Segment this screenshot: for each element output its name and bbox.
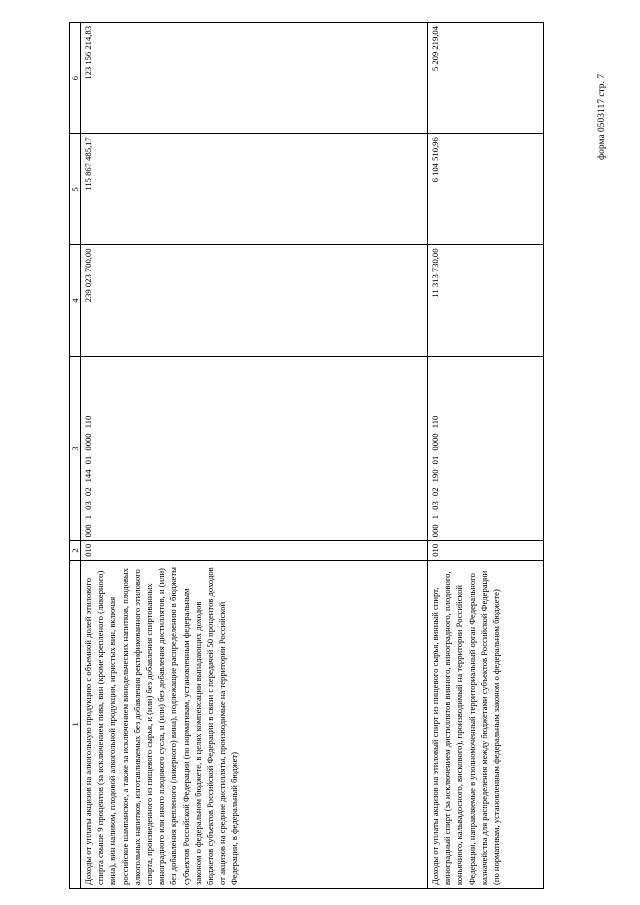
table-row bbox=[428, 23, 544, 889]
row-executed-amount: 115 867 485,17 bbox=[81, 134, 428, 245]
column-number-row bbox=[70, 23, 81, 889]
row-line-code: 010 bbox=[81, 541, 428, 560]
column-number-1: 1 bbox=[70, 560, 81, 888]
rotated-table-wrapper bbox=[69, 22, 544, 889]
form-number-text: форма 0503117 стр. 7 bbox=[597, 73, 607, 160]
column-number-3: 3 bbox=[70, 356, 81, 541]
row-description: Доходы от уплаты акцизов на алкогольную продукцию с объемной долей этилового спирта свыше 9 процентов (за исключением пива, вин (кроме крепленого (ликерного) вина), вин наливом, плодовой алкогольной продукции, игристых вин, включая российское шампанское, а также за исключением винодельческих напитков, плодовых алкогольных напитков, изготавливаемых без добавления ректификованного этилового спирта, произведенного из пищевого сырья, и (или) без добавления спиртованных виноградного или иного плодового сусла, и (или) без добавления дистиллятов, и (или) без добавления крепленого (ликерного) вина), подлежащие распределению в бюджеты субъектов Российской Федерации (по нормативам, установленным федеральным законом о федеральном бюджете, в целях компенсации выпадающих доходов бюджетов субъектов Российской Федерации в связи с передачей 50 процентов доходов от акцизов на средние дистилляты, производимые на территории Российской Федерации, в федеральный бюджет) bbox=[81, 560, 428, 888]
row-description: Доходы от уплаты акцизов на этиловый спирт из пищевого сырья, винный спирт, виноградный спирт (за исключением дистиллятов винного, виноградного, плодового, коньячного, кальвадосного, вискового), производимый на территории Российской Федерации, направляемые в уполномоченный территориальный орган Федерального казначейства для распределения между бюджетами субъектов Российской Федерации (по нормативам, установленным федеральным законом о федеральном бюджете) bbox=[428, 560, 544, 888]
row-budget-code: 000 1 03 02 144 01 0000 110 bbox=[81, 356, 428, 541]
row-line-code: 010 bbox=[428, 541, 544, 560]
row-unexecuted-amount: 5 209 219,04 bbox=[428, 23, 544, 134]
column-number-2: 2 bbox=[70, 541, 81, 560]
table-row bbox=[81, 23, 428, 889]
form-number-label bbox=[597, 10, 611, 210]
column-number-5: 5 bbox=[70, 134, 81, 245]
row-unexecuted-amount: 123 156 214,83 bbox=[81, 23, 428, 134]
row-budget-code: 000 1 03 02 190 01 0000 110 bbox=[428, 356, 544, 541]
report-sheet bbox=[69, 22, 544, 889]
row-approved-amount: 239 023 700,00 bbox=[81, 245, 428, 356]
column-number-6: 6 bbox=[70, 23, 81, 134]
revenue-table bbox=[69, 22, 544, 889]
column-number-4: 4 bbox=[70, 245, 81, 356]
row-executed-amount: 6 104 510,96 bbox=[428, 134, 544, 245]
row-approved-amount: 11 313 730,00 bbox=[428, 245, 544, 356]
